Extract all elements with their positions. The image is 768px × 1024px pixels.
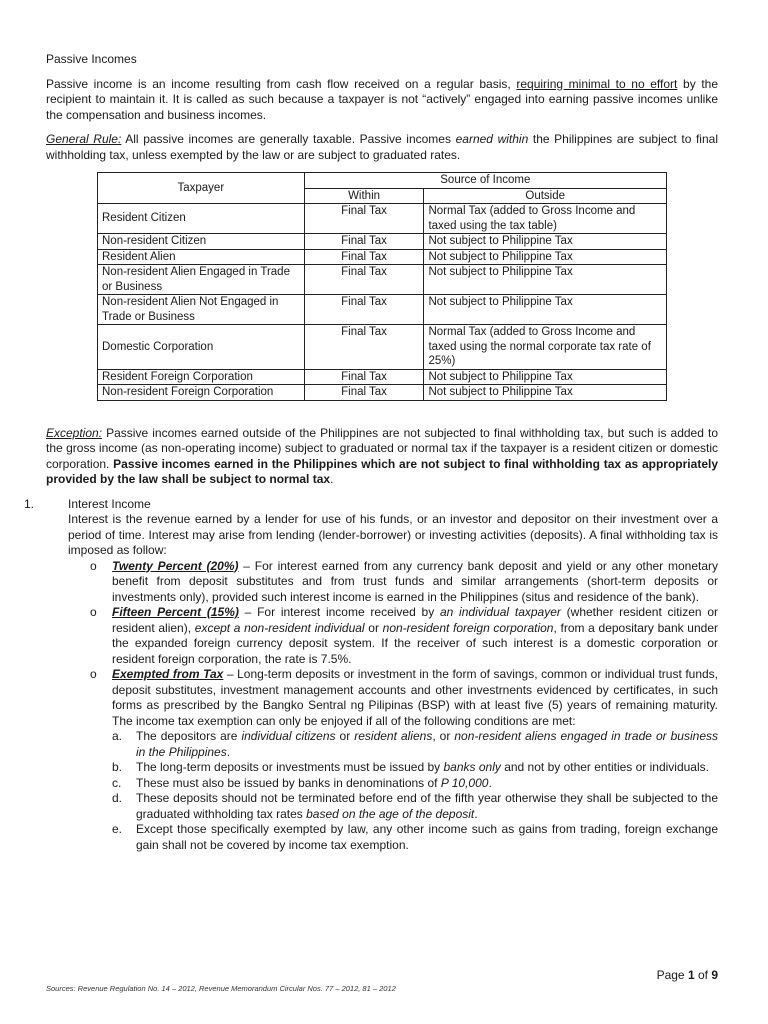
page-number <box>657 968 718 982</box>
condition-text: These must also be issued by banks in denominations of <box>136 775 441 790</box>
outside-cell: Not subject to Philippine Tax <box>424 249 667 265</box>
current-page: 1 <box>687 968 695 982</box>
condition-text: or <box>335 729 355 743</box>
rate-label: Fifteen Percent (15%) <box>112 605 239 619</box>
condition-item <box>112 791 718 822</box>
outside-cell: Not subject to Philippine Tax <box>424 369 667 385</box>
outside-cell: Normal Tax (added to Gross Income and taxed using the tax table) <box>424 204 667 234</box>
within-header: Within <box>304 188 424 204</box>
condition-item <box>112 760 718 776</box>
within-cell: Final Tax <box>304 369 424 385</box>
outside-cell: Normal Tax (added to Gross Income and taxed using the normal corporate tax rate of 25%) <box>424 325 667 370</box>
rate-text: – Long-term deposits or investment in the form of savings, common or individual trust funds, deposit substitutes, investment management accounts and other investrnents evidenced by certificates, in such forms as prescribed by the Bangko Sentral ng Pilipinas (BSP) with at least five (5) years of remaining maturity. The income tax exemption can only be enjoyed if all of the following conditions are met: <box>112 667 719 728</box>
general-rule-paragraph <box>46 132 718 163</box>
rate-text: , from a depositary bank under the expanded foreign currency deposit system. If the receiver of such interest is a domestic corporation or resident foreign corporation, the rate is 7.5%. <box>112 620 718 666</box>
within-cell: Final Tax <box>304 265 424 295</box>
condition-label: c. <box>112 775 122 790</box>
within-cell: Final Tax <box>304 249 424 265</box>
rate-text: or <box>364 620 383 635</box>
table-row <box>98 265 667 295</box>
rate-label: Exempted from Tax <box>112 667 224 681</box>
list-number: 1. <box>24 496 35 511</box>
condition-text: . <box>474 806 478 821</box>
condition-item <box>112 729 718 760</box>
exception-text: Passive incomes earned outside of the Philippines are not subjected to final withholding tax, but such is added to the gross income (as non-operating income) subject to graduated or normal tax if the taxpayer is a resident citizen or domestic corporation. <box>46 425 718 471</box>
table-row <box>98 204 667 234</box>
condition-text: The depositors are <box>136 729 242 743</box>
of-word: of <box>694 968 712 982</box>
taxpayer-cell: Resident Citizen <box>98 204 305 234</box>
within-cell: Final Tax <box>304 295 424 325</box>
exception-paragraph <box>46 426 718 488</box>
condition-text: Except those specifically exempted by law, any other income such as gains from trading, foreign exchange gain shall not be covered by income tax exemption. <box>136 822 718 852</box>
list-item-interest <box>24 496 719 854</box>
page-title: Passive Incomes <box>46 52 137 66</box>
sources-footnote: Sources: Revenue Regulation No. 14 – 2012, Revenue Memorandum Circular Nos. 77 – 2012, 81 – 2012 <box>46 984 396 993</box>
list-item <box>90 605 718 667</box>
exception-label: Exception: <box>46 425 103 440</box>
condition-emphasis: P 10,000 <box>440 775 489 790</box>
rate-label: Twenty Percent (20%) <box>112 558 239 573</box>
table-row <box>98 295 667 325</box>
condition-text: These deposits should not be terminated before end of the fifth year otherwise they shall be subjected to the graduated withholding tax rates <box>136 791 718 821</box>
condition-label: a. <box>112 729 123 743</box>
condition-text: The long-term deposits or investments must be issued by <box>136 760 444 774</box>
within-cell: Final Tax <box>304 325 424 370</box>
condition-text: . <box>488 775 492 790</box>
taxpayer-cell: Domestic Corporation <box>98 325 305 370</box>
general-rule-emphasis: earned within <box>455 132 529 146</box>
source-header: Source of Income <box>304 173 666 189</box>
rate-emphasis: an individual taxpayer <box>439 605 561 619</box>
interest-title: Interest Income <box>68 496 151 511</box>
tax-table <box>97 172 667 401</box>
condition-text: and not by other entities or individuals. <box>500 760 709 774</box>
general-rule-text: All passive incomes are generally taxable. Passive incomes <box>121 132 456 146</box>
within-cell: Final Tax <box>304 234 424 250</box>
outside-cell: Not subject to Philippine Tax <box>424 385 667 401</box>
document-page <box>24 52 719 853</box>
condition-emphasis: banks only <box>443 760 501 774</box>
list-item <box>90 559 718 606</box>
rate-list <box>68 559 718 854</box>
intro-emphasis: requiring minimal to no effort <box>516 76 678 91</box>
condition-text: , or <box>432 729 455 743</box>
conditions-list <box>112 729 718 853</box>
taxpayer-cell: Non-resident Alien Not Engaged in Trade or Business <box>98 295 305 325</box>
condition-emphasis: resident aliens <box>354 729 433 743</box>
condition-emphasis: based on the age of the deposit <box>306 806 475 821</box>
condition-text: . <box>226 744 231 759</box>
condition-item <box>112 822 718 853</box>
intro-text-cont: by the recipient to maintain it. It is called as such because a taxpayer is not “actively” engaged into earning passive incomes unlike the compensation and business incomes. <box>46 76 719 122</box>
total-pages: 9 <box>711 968 718 982</box>
income-list <box>24 496 719 854</box>
general-rule-label: General Rule: <box>46 132 122 146</box>
condition-label: b. <box>112 760 123 774</box>
taxpayer-cell: Non-resident Alien Engaged in Trade or Business <box>98 265 305 295</box>
table-row <box>98 325 667 370</box>
table-row <box>98 234 667 250</box>
condition-emphasis: individual citizens <box>241 729 336 743</box>
intro-text: Passive income is an income resulting from cash flow received on a regular basis, <box>46 76 517 91</box>
intro-paragraph <box>46 77 718 124</box>
table-row <box>98 249 667 265</box>
page-word: Page <box>656 968 688 982</box>
rate-emphasis: non-resident foreign corporation <box>382 620 554 635</box>
list-item <box>90 667 718 853</box>
table-row <box>98 385 667 401</box>
rate-text: (whether resident citizen or resident alien), <box>112 605 718 635</box>
outside-cell: Not subject to Philippine Tax <box>424 295 667 325</box>
condition-label: d. <box>112 791 123 805</box>
taxpayer-cell: Non-resident Foreign Corporation <box>98 385 305 401</box>
rate-text: – For interest earned from any currency bank deposit and yield or any other monetary benefit from deposit substitutes and from trust funds and similar arrangements (short-term deposits or investments only), provided such interest income is earned in the Philippines (situs and residence of the bank). <box>112 558 718 604</box>
condition-emphasis: non-resident aliens engaged in trade or business in the Philippines <box>136 729 718 759</box>
rate-text: – For interest income received by <box>238 605 440 619</box>
table-row <box>98 369 667 385</box>
taxpayer-cell: Resident Alien <box>98 249 305 265</box>
outside-cell: Not subject to Philippine Tax <box>424 265 667 295</box>
exception-emphasis: Passive incomes earned in the Philippines which are not subject to final withholding tax as appropriately provided by the law shall be subject to normal tax <box>46 456 718 486</box>
taxpayer-header: Taxpayer <box>98 173 305 204</box>
exception-text-end: . <box>330 472 334 486</box>
outside-header: Outside <box>424 188 667 204</box>
condition-label: e. <box>112 822 123 836</box>
outside-cell: Not subject to Philippine Tax <box>424 234 667 250</box>
taxpayer-cell: Non-resident Citizen <box>98 234 305 250</box>
within-cell: Final Tax <box>304 385 424 401</box>
taxpayer-cell: Resident Foreign Corporation <box>98 369 305 385</box>
interest-description: Interest is the revenue earned by a lender for use of his funds, or an investor and depositor on their investment over a period of time. Interest may arise from lending (lender-borrower) or investing activities (deposits). A final withholding tax is imposed as follow: <box>68 512 718 557</box>
table-header-row <box>98 173 667 189</box>
general-rule-text-cont: the Philippines are subject to final withholding tax, unless exempted by the law or are subject to graduated rates. <box>46 132 718 162</box>
condition-item <box>112 776 718 792</box>
rate-emphasis: except a non-resident individual <box>194 620 365 635</box>
within-cell: Final Tax <box>304 204 424 234</box>
